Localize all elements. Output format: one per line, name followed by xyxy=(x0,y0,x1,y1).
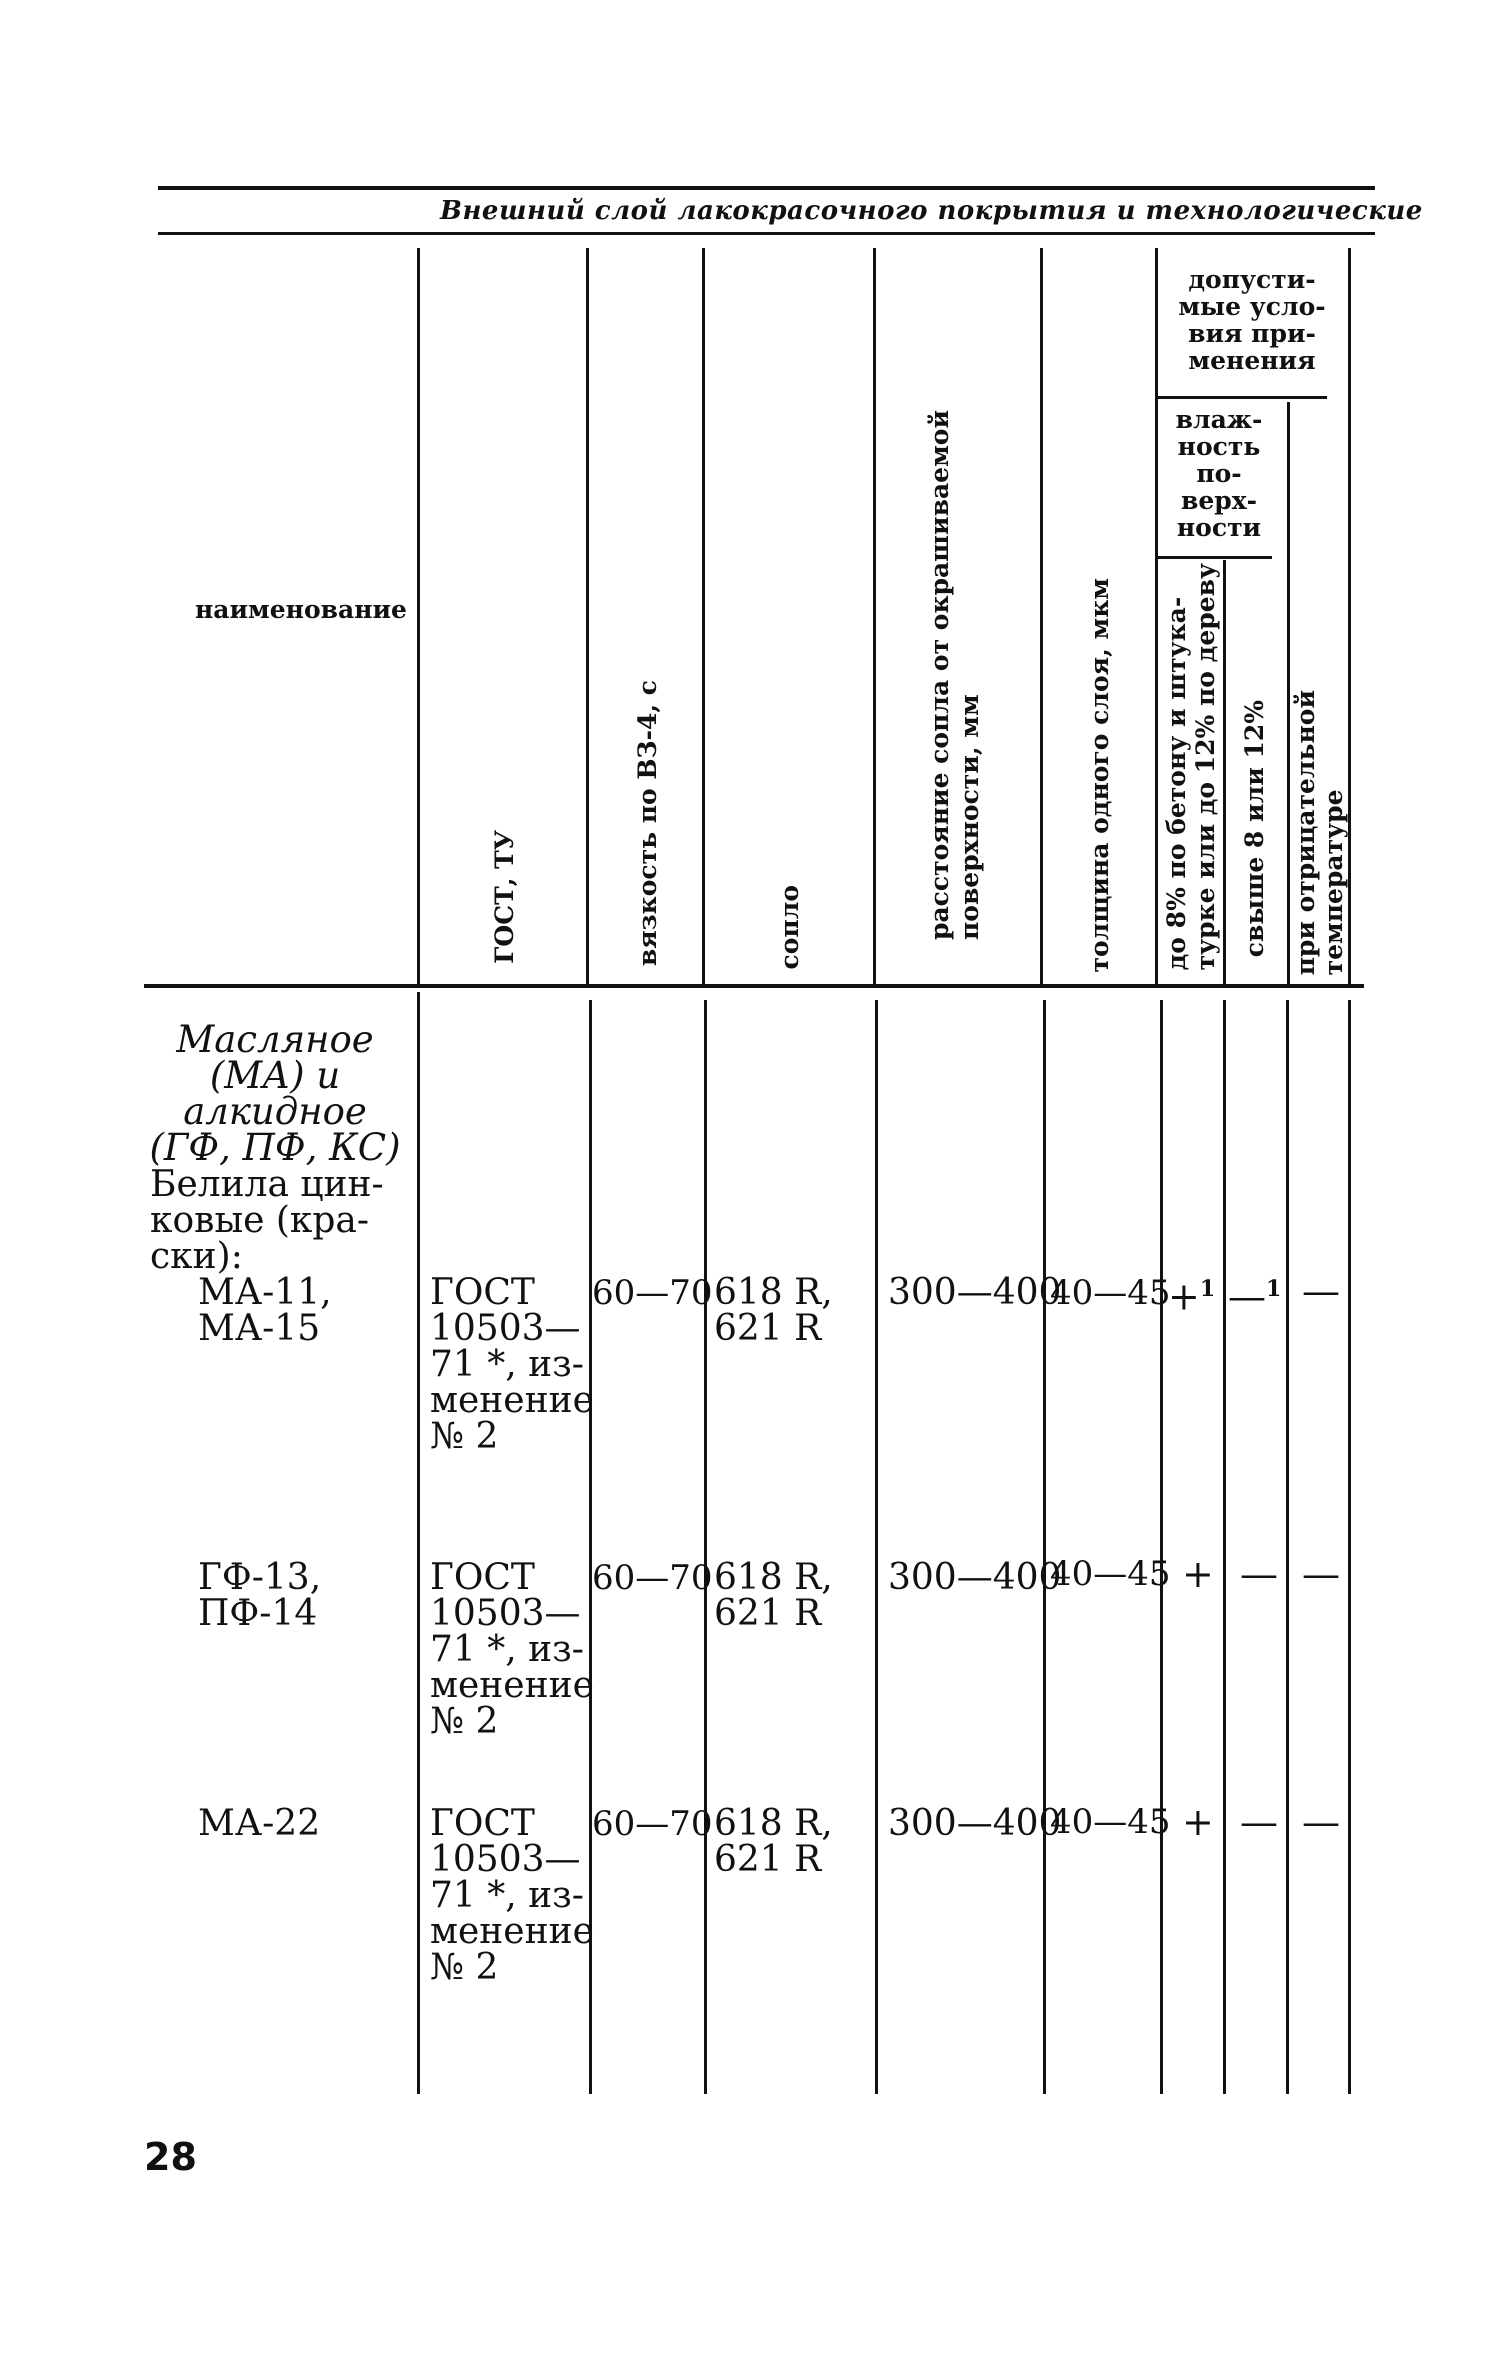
caption-rule xyxy=(158,232,1375,235)
row-1-humidity-high-footnote: 1 xyxy=(1266,1276,1282,1302)
group-title: Масляное (МА) и алкидное (ГФ, ПФ, КС) xyxy=(149,1018,401,1169)
conditions-rule xyxy=(1155,396,1327,399)
column-divider xyxy=(1348,1000,1351,2094)
row-2-humidity-high: — xyxy=(1240,1552,1278,1596)
table-caption: Внешний слой лакокрасочного покрытия и технологические xyxy=(440,196,1423,226)
row-3-distance: 300—400 xyxy=(888,1803,1062,1844)
column-divider xyxy=(417,992,420,2094)
header-gost: ГОСТ, ТУ xyxy=(490,830,519,964)
row-2-negative-temperature: — xyxy=(1302,1552,1340,1596)
row-3-name: МА-22 xyxy=(198,1803,321,1844)
top-rule xyxy=(158,186,1375,190)
row-3-viscosity: 60—70 xyxy=(592,1804,713,1844)
row-1-viscosity: 60—70 xyxy=(592,1273,713,1313)
header-humidity-low: до 8% по бетону и штука- турке или до 12% по дереву xyxy=(1162,563,1220,971)
header-nozzle: сопло xyxy=(775,885,804,970)
row-3-gost: ГОСТ 10503— 71 *, из- менение № 2 xyxy=(430,1803,594,1988)
group-subtitle: Белила цин- ковые (кра- ски): xyxy=(150,1164,384,1277)
header-negative-temperature: при отрицательной температуре xyxy=(1291,690,1348,976)
row-1-humidity-high xyxy=(1228,1271,1282,1319)
row-3-negative-temperature: — xyxy=(1302,1800,1340,1844)
column-divider xyxy=(873,248,876,984)
column-divider xyxy=(1160,1000,1163,2094)
page-number: 28 xyxy=(144,2135,197,2179)
row-1-negative-temperature: — xyxy=(1302,1269,1340,1313)
header-humidity-high: свыше 8 или 12% xyxy=(1240,700,1269,958)
column-divider xyxy=(1348,248,1351,984)
header-humidity: влаж- ность по- верх- ности xyxy=(1175,405,1263,542)
column-divider xyxy=(704,1000,707,2094)
humidity-rule xyxy=(1155,556,1272,559)
row-2-distance: 300—400 xyxy=(888,1557,1062,1598)
row-1-humidity-low-footnote: 1 xyxy=(1199,1276,1216,1302)
row-1-humidity-low-mark: + xyxy=(1168,1274,1200,1319)
row-1-humidity-low xyxy=(1168,1271,1216,1319)
column-divider xyxy=(1287,402,1290,984)
row-2-viscosity: 60—70 xyxy=(592,1558,713,1598)
row-1-thickness: 40—45 xyxy=(1050,1273,1171,1313)
row-1-nozzle: 618 R, 621 R xyxy=(714,1272,833,1349)
header-conditions: допусти- мые усло- вия при- менения xyxy=(1178,265,1326,375)
column-divider xyxy=(1040,248,1043,984)
header-distance: расстояние сопла от окрашиваемой поверхности, мм xyxy=(925,410,984,941)
column-divider xyxy=(586,248,589,984)
row-2-nozzle: 618 R, 621 R xyxy=(714,1557,833,1634)
row-3-humidity-low: + xyxy=(1182,1800,1214,1844)
header-viscosity: вязкость по ВЗ-4, с xyxy=(633,680,662,967)
column-divider xyxy=(702,248,705,984)
column-divider xyxy=(1286,1000,1289,2094)
column-divider xyxy=(417,248,420,984)
column-divider xyxy=(1043,1000,1046,2094)
column-divider xyxy=(1223,1000,1226,2094)
column-divider xyxy=(1155,248,1158,984)
row-1-name: МА-11, МА-15 xyxy=(198,1272,332,1349)
row-3-nozzle: 618 R, 621 R xyxy=(714,1803,833,1880)
row-1-gost: ГОСТ 10503— 71 *, из- менение № 2 xyxy=(430,1272,594,1457)
column-divider xyxy=(1223,560,1226,984)
row-2-thickness: 40—45 xyxy=(1050,1554,1171,1594)
row-2-name: ГФ-13, ПФ-14 xyxy=(198,1557,322,1634)
row-3-humidity-high: — xyxy=(1240,1800,1278,1844)
row-1-humidity-high-mark: — xyxy=(1228,1274,1266,1319)
row-1-distance: 300—400 xyxy=(888,1272,1062,1313)
row-2-humidity-low: + xyxy=(1182,1552,1214,1596)
row-3-thickness: 40—45 xyxy=(1050,1802,1171,1842)
column-divider xyxy=(875,1000,878,2094)
header-bottom-rule xyxy=(144,984,1364,988)
header-thickness: толщина одного слоя, мкм xyxy=(1085,578,1114,973)
row-2-gost: ГОСТ 10503— 71 *, из- менение № 2 xyxy=(430,1557,594,1742)
header-name: наименование xyxy=(195,595,407,624)
